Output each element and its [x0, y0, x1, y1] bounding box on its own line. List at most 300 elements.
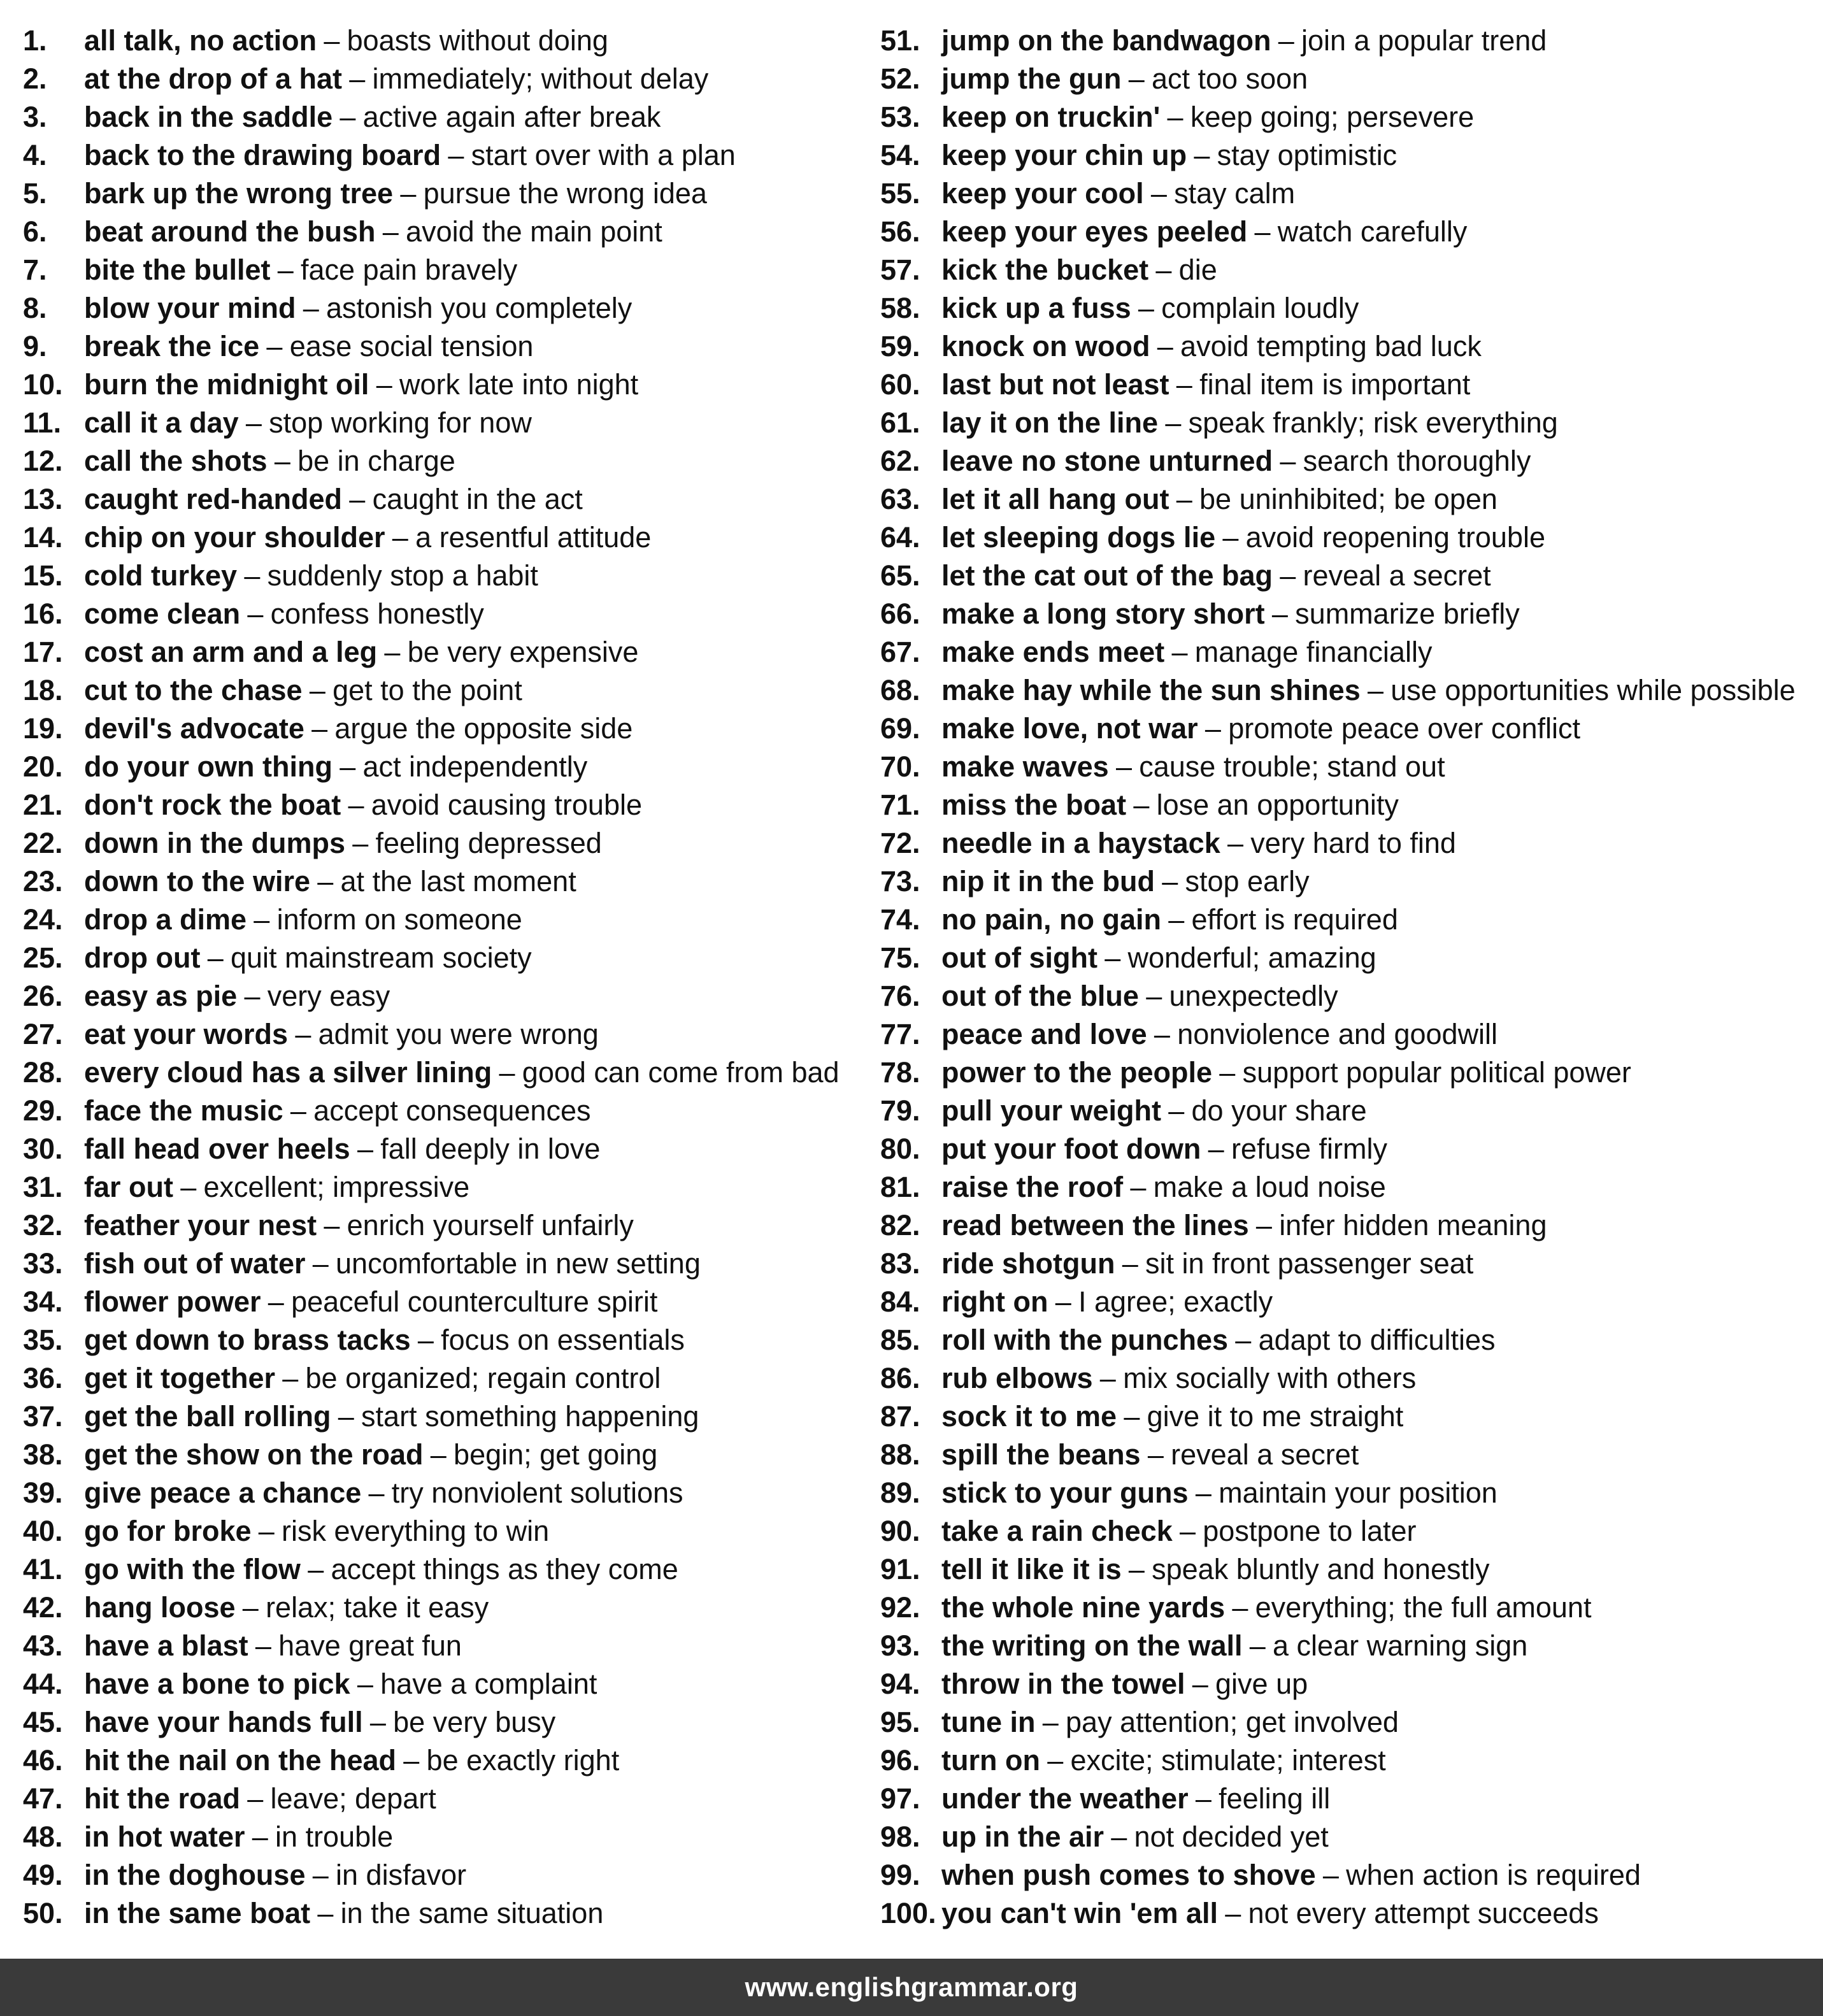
- idiom-entry: [880, 1359, 1817, 1398]
- idiom-separator: –: [1111, 1820, 1127, 1853]
- idiom-meaning: be exactly right: [426, 1744, 620, 1777]
- idiom-separator: –: [430, 1438, 447, 1471]
- idiom-separator: –: [1124, 1400, 1140, 1433]
- idiom-meaning: support popular political power: [1242, 1056, 1631, 1089]
- idiom-meaning: immediately; without delay: [372, 62, 709, 95]
- idiom-entry: [23, 327, 876, 366]
- idiom-number: 7.: [23, 254, 47, 286]
- idiom-number: 32.: [23, 1209, 63, 1241]
- idiom-meaning: be uninhibited; be open: [1199, 483, 1498, 515]
- idiom-meaning: infer hidden meaning: [1279, 1209, 1547, 1241]
- idiom-entry: [23, 175, 876, 213]
- idiom-term: face the music: [84, 1094, 283, 1127]
- idiom-entry: [880, 327, 1817, 366]
- idiom-entry: [880, 366, 1817, 404]
- idiom-term: nip it in the bud: [941, 865, 1155, 897]
- idiom-meaning: quit mainstream society: [230, 941, 532, 974]
- idiom-number: 60.: [880, 368, 920, 401]
- idiom-term: come clean: [84, 597, 241, 630]
- idiom-meaning: good can come from bad: [522, 1056, 840, 1089]
- idiom-meaning: very easy: [267, 980, 390, 1012]
- idiom-meaning: make a loud noise: [1153, 1171, 1386, 1203]
- idiom-term: call it a day: [84, 406, 239, 439]
- idiom-separator: –: [1232, 1591, 1248, 1624]
- idiom-meaning: start something happening: [361, 1400, 699, 1433]
- idiom-separator: –: [384, 636, 401, 668]
- idiom-term: in the doghouse: [84, 1859, 306, 1891]
- idiom-separator: –: [1147, 1438, 1164, 1471]
- idiom-meaning: in the same situation: [340, 1897, 604, 1929]
- idiom-number: 36.: [23, 1362, 63, 1394]
- idiom-term: go for broke: [84, 1515, 252, 1547]
- idiom-entry: [23, 404, 876, 442]
- idiom-separator: –: [309, 674, 325, 706]
- idiom-meaning: accept things as they come: [331, 1553, 678, 1585]
- idiom-number: 19.: [23, 712, 63, 745]
- idiom-separator: –: [245, 406, 262, 439]
- idiom-meaning: speak bluntly and honestly: [1152, 1553, 1490, 1585]
- idiom-separator: –: [317, 1897, 334, 1929]
- idiom-term: peace and love: [941, 1018, 1147, 1050]
- idiom-separator: –: [1128, 62, 1145, 95]
- idiom-entry: [23, 136, 876, 175]
- idiom-meaning: stop early: [1185, 865, 1310, 897]
- idiom-separator: –: [1122, 1247, 1138, 1280]
- idiom-separator: –: [311, 712, 328, 745]
- idiom-meaning: feeling ill: [1219, 1782, 1331, 1815]
- idiom-entry: [880, 1321, 1817, 1359]
- idiom-entry: [880, 1780, 1817, 1818]
- idiom-term: no pain, no gain: [941, 903, 1161, 936]
- idiom-term: fall head over heels: [84, 1133, 350, 1165]
- idiom-number: 83.: [880, 1247, 920, 1280]
- idiom-separator: –: [1225, 1897, 1241, 1929]
- idiom-number: 18.: [23, 674, 63, 706]
- idiom-separator: –: [340, 101, 356, 133]
- idiom-number: 45.: [23, 1706, 63, 1738]
- idiom-entry: [880, 862, 1817, 901]
- idiom-separator: –: [247, 1782, 264, 1815]
- idiom-meaning: unexpectedly: [1169, 980, 1338, 1012]
- idiom-entry: [880, 1245, 1817, 1283]
- idiom-term: make hay while the sun shines: [941, 674, 1361, 706]
- idiom-meaning: reveal a secret: [1303, 559, 1491, 592]
- idiom-separator: –: [382, 215, 399, 248]
- idiom-entry: [23, 557, 876, 595]
- idiom-number: 61.: [880, 406, 920, 439]
- idiom-entry: [23, 977, 876, 1015]
- idiom-term: cold turkey: [84, 559, 238, 592]
- idiom-term: get the show on the road: [84, 1438, 424, 1471]
- idiom-number: 39.: [23, 1476, 63, 1509]
- idiom-number: 81.: [880, 1171, 920, 1203]
- idiom-term: go with the flow: [84, 1553, 301, 1585]
- idiom-number: 34.: [23, 1285, 63, 1318]
- idiom-term: flower power: [84, 1285, 261, 1318]
- idiom-separator: –: [1171, 636, 1188, 668]
- idiom-entry: [23, 1130, 876, 1168]
- idiom-term: when push comes to shove: [941, 1859, 1316, 1891]
- idiom-number: 92.: [880, 1591, 920, 1624]
- idiom-term: feather your nest: [84, 1209, 317, 1241]
- idiom-separator: –: [1042, 1706, 1059, 1738]
- idiom-term: take a rain check: [941, 1515, 1173, 1547]
- idiom-entry: [23, 633, 876, 671]
- idiom-separator: –: [392, 521, 408, 554]
- idiom-number: 41.: [23, 1553, 63, 1585]
- idiom-term: fish out of water: [84, 1247, 306, 1280]
- idiom-term: sock it to me: [941, 1400, 1117, 1433]
- idiom-term: out of sight: [941, 941, 1097, 974]
- idiom-number: 29.: [23, 1094, 63, 1127]
- idiom-entry: [880, 557, 1817, 595]
- idiom-number: 51.: [880, 24, 920, 57]
- idiom-number: 44.: [23, 1668, 63, 1700]
- idiom-meaning: manage financially: [1194, 636, 1433, 668]
- idiom-entry: [880, 1894, 1817, 1933]
- idiom-meaning: avoid the main point: [406, 215, 662, 248]
- idiom-number: 84.: [880, 1285, 920, 1318]
- idiom-term: needle in a haystack: [941, 827, 1220, 859]
- idiom-separator: –: [357, 1668, 373, 1700]
- idiom-meaning: complain loudly: [1161, 292, 1359, 324]
- idiom-entry: [23, 1245, 876, 1283]
- idiom-entry: [23, 1512, 876, 1550]
- footer-url[interactable]: www.englishgrammar.org: [745, 1972, 1078, 2002]
- idiom-meaning: very hard to find: [1250, 827, 1456, 859]
- idiom-meaning: uncomfortable in new setting: [336, 1247, 701, 1280]
- idiom-term: kick up a fuss: [941, 292, 1131, 324]
- idiom-term: drop out: [84, 941, 201, 974]
- idiom-separator: –: [290, 1094, 306, 1127]
- idiom-number: 97.: [880, 1782, 920, 1815]
- idiom-number: 9.: [23, 330, 47, 362]
- idiom-entry: [23, 518, 876, 557]
- idiom-term: burn the midnight oil: [84, 368, 369, 401]
- idiom-entry: [880, 786, 1817, 824]
- idiom-entry: [880, 1398, 1817, 1436]
- idiom-separator: –: [1179, 1515, 1196, 1547]
- idiom-entry: [23, 289, 876, 327]
- idiom-meaning: in trouble: [275, 1820, 394, 1853]
- idiom-meaning: do your share: [1191, 1094, 1367, 1127]
- idiom-separator: –: [369, 1706, 386, 1738]
- idiom-separator: –: [1128, 1553, 1145, 1585]
- idiom-number: 2.: [23, 62, 47, 95]
- idiom-number: 22.: [23, 827, 63, 859]
- idiom-separator: –: [312, 1859, 329, 1891]
- idiom-number: 48.: [23, 1820, 63, 1853]
- idiom-entry: [23, 1283, 876, 1321]
- idiom-number: 70.: [880, 750, 920, 783]
- idiom-meaning: use opportunities while possible: [1390, 674, 1796, 706]
- idiom-term: do your own thing: [84, 750, 332, 783]
- idiom-number: 71.: [880, 789, 920, 821]
- idiom-entry: [23, 786, 876, 824]
- idiom-entry: [23, 595, 876, 633]
- idiom-meaning: not decided yet: [1134, 1820, 1329, 1853]
- idiom-meaning: at the last moment: [340, 865, 576, 897]
- idiom-separator: –: [268, 1285, 284, 1318]
- idiom-meaning: join a popular trend: [1301, 24, 1547, 57]
- idiom-entry: [23, 824, 876, 862]
- idiom-term: tune in: [941, 1706, 1036, 1738]
- idiom-entry: [880, 1550, 1817, 1589]
- idiom-number: 59.: [880, 330, 920, 362]
- idiom-entry: [23, 748, 876, 786]
- idiom-number: 64.: [880, 521, 920, 554]
- idiom-number: 85.: [880, 1324, 920, 1356]
- idiom-number: 54.: [880, 139, 920, 171]
- idiom-term: call the shots: [84, 445, 268, 477]
- idiom-separator: –: [1322, 1859, 1339, 1891]
- idiom-term: give peace a chance: [84, 1476, 362, 1509]
- idiom-meaning: stop working for now: [269, 406, 532, 439]
- idiom-number: 66.: [880, 597, 920, 630]
- idiom-meaning: a resentful attitude: [415, 521, 652, 554]
- idiom-number: 17.: [23, 636, 63, 668]
- idiom-meaning: reveal a secret: [1171, 1438, 1359, 1471]
- idiom-number: 90.: [880, 1515, 920, 1547]
- idiom-entry: [880, 824, 1817, 862]
- idiom-term: ride shotgun: [941, 1247, 1115, 1280]
- idiom-term: back in the saddle: [84, 101, 333, 133]
- idiom-entry: [880, 1818, 1817, 1856]
- idiom-meaning: risk everything to win: [282, 1515, 550, 1547]
- idiom-separator: –: [1280, 559, 1296, 592]
- idiom-entry: [880, 1589, 1817, 1627]
- idiom-term: down to the wire: [84, 865, 310, 897]
- idiom-separator: –: [1235, 1324, 1252, 1356]
- idiom-number: 24.: [23, 903, 63, 936]
- idiom-number: 93.: [880, 1629, 920, 1662]
- idiom-term: far out: [84, 1171, 173, 1203]
- idiom-separator: –: [255, 1629, 271, 1662]
- idiom-entry: [880, 1206, 1817, 1245]
- idiom-entry: [23, 1665, 876, 1703]
- idiom-number: 69.: [880, 712, 920, 745]
- idiom-separator: –: [308, 1553, 324, 1585]
- idiom-term: chip on your shoulder: [84, 521, 385, 554]
- idiom-meaning: active again after break: [362, 101, 661, 133]
- idiom-number: 6.: [23, 215, 47, 248]
- idiom-term: knock on wood: [941, 330, 1150, 362]
- idiom-entry: [23, 442, 876, 480]
- idiom-number: 56.: [880, 215, 920, 248]
- idiom-entry: [23, 1398, 876, 1436]
- idiom-term: hit the road: [84, 1782, 240, 1815]
- idiom-entry: [23, 671, 876, 710]
- idiom-entry: [880, 1856, 1817, 1894]
- idiom-meaning: be organized; regain control: [305, 1362, 661, 1394]
- idiom-meaning: adapt to difficulties: [1258, 1324, 1496, 1356]
- idiom-number: 52.: [880, 62, 920, 95]
- idiom-term: let the cat out of the bag: [941, 559, 1273, 592]
- idiom-meaning: have a complaint: [380, 1668, 597, 1700]
- idiom-meaning: refuse firmly: [1231, 1133, 1387, 1165]
- idiom-separator: –: [1138, 292, 1154, 324]
- idiom-separator: –: [1278, 24, 1294, 57]
- idiom-entry: [880, 1703, 1817, 1741]
- idiom-meaning: lose an opportunity: [1156, 789, 1399, 821]
- idiom-separator: –: [180, 1171, 197, 1203]
- idiom-entry: [880, 1168, 1817, 1206]
- idiom-term: don't rock the boat: [84, 789, 341, 821]
- idiom-separator: –: [1195, 1476, 1212, 1509]
- idiom-number: 65.: [880, 559, 920, 592]
- idiom-term: hit the nail on the head: [84, 1744, 397, 1777]
- idiom-entry: [23, 1206, 876, 1245]
- idiom-separator: –: [324, 1209, 340, 1241]
- idiom-term: miss the boat: [941, 789, 1127, 821]
- idiom-number: 4.: [23, 139, 47, 171]
- idiom-meaning: act independently: [362, 750, 588, 783]
- idiom-term: at the drop of a hat: [84, 62, 342, 95]
- idiom-separator: –: [1222, 521, 1239, 554]
- idiom-entry: [880, 480, 1817, 518]
- idiom-number: 11.: [23, 406, 62, 439]
- idiom-separator: –: [1280, 445, 1296, 477]
- idiom-separator: –: [1047, 1744, 1064, 1777]
- idiom-term: have your hands full: [84, 1706, 363, 1738]
- idiom-term: lay it on the line: [941, 406, 1159, 439]
- idiom-entry: [880, 1474, 1817, 1512]
- idiom-separator: –: [266, 330, 283, 362]
- idiom-number: 30.: [23, 1133, 63, 1165]
- idiom-meaning: work late into night: [399, 368, 639, 401]
- idiom-meaning: speak frankly; risk everything: [1188, 406, 1558, 439]
- idiom-term: put your foot down: [941, 1133, 1201, 1165]
- idiom-term: out of the blue: [941, 980, 1139, 1012]
- idiom-entry: [880, 901, 1817, 939]
- idiom-separator: –: [244, 559, 261, 592]
- idiom-meaning: relax; take it easy: [266, 1591, 489, 1624]
- idiom-entry: [23, 1436, 876, 1474]
- idiom-meaning: be in charge: [297, 445, 455, 477]
- idiom-entry: [880, 251, 1817, 289]
- idiom-separator: –: [448, 139, 464, 171]
- idiom-number: 82.: [880, 1209, 920, 1241]
- idiom-entry: [23, 22, 876, 60]
- idiom-number: 14.: [23, 521, 63, 554]
- idiom-separator: –: [338, 1400, 354, 1433]
- idiom-entry: [23, 1054, 876, 1092]
- idiom-separator: –: [242, 1591, 259, 1624]
- idiom-term: make waves: [941, 750, 1109, 783]
- idiom-meaning: avoid tempting bad luck: [1180, 330, 1482, 362]
- idiom-separator: –: [317, 865, 334, 897]
- idiom-number: 63.: [880, 483, 920, 515]
- idiom-separator: –: [1254, 215, 1271, 248]
- idiom-meaning: a clear warning sign: [1273, 1629, 1528, 1662]
- idiom-entry: [23, 1474, 876, 1512]
- idiom-meaning: suddenly stop a habit: [267, 559, 538, 592]
- idiom-meaning: argue the opposite side: [334, 712, 633, 745]
- idiom-meaning: stay calm: [1174, 177, 1296, 210]
- idiom-term: stick to your guns: [941, 1476, 1189, 1509]
- idiom-separator: –: [1130, 1171, 1147, 1203]
- idiom-separator: –: [324, 24, 340, 57]
- idiom-meaning: cause trouble; stand out: [1139, 750, 1445, 783]
- idiom-separator: –: [376, 368, 392, 401]
- idiom-meaning: keep going; persevere: [1190, 101, 1475, 133]
- idiom-number: 42.: [23, 1591, 63, 1624]
- idiom-meaning: accept consequences: [313, 1094, 591, 1127]
- idiom-term: down in the dumps: [84, 827, 345, 859]
- idiom-meaning: avoid causing trouble: [371, 789, 643, 821]
- idiom-term: beat around the bush: [84, 215, 376, 248]
- idiom-term: keep your cool: [941, 177, 1144, 210]
- idiom-entry: [23, 1550, 876, 1589]
- idiom-separator: –: [417, 1324, 434, 1356]
- idiom-term: let it all hang out: [941, 483, 1169, 515]
- idiom-separator: –: [1099, 1362, 1116, 1394]
- idiom-separator: –: [277, 254, 294, 286]
- idiom-term: kick the bucket: [941, 254, 1149, 286]
- idiom-entry: [23, 1627, 876, 1665]
- idiom-entry: [23, 1092, 876, 1130]
- idiom-separator: –: [499, 1056, 515, 1089]
- idiom-meaning: maintain your position: [1219, 1476, 1498, 1509]
- idiom-meaning: leave; depart: [270, 1782, 436, 1815]
- idiom-meaning: enrich yourself unfairly: [347, 1209, 634, 1241]
- idiom-number: 10.: [23, 368, 63, 401]
- idiom-number: 91.: [880, 1553, 920, 1585]
- idiom-separator: –: [207, 941, 224, 974]
- idiom-number: 12.: [23, 445, 63, 477]
- idiom-entry: [23, 1015, 876, 1054]
- idiom-entry: [23, 710, 876, 748]
- idiom-entry: [23, 1359, 876, 1398]
- idiom-number: 67.: [880, 636, 920, 668]
- idiom-entry: [23, 1818, 876, 1856]
- idiom-term: every cloud has a silver lining: [84, 1056, 492, 1089]
- idiom-term: keep on truckin': [941, 101, 1161, 133]
- idiom-separator: –: [1168, 903, 1185, 936]
- idiom-number: 23.: [23, 865, 63, 897]
- idiom-separator: –: [252, 1820, 268, 1853]
- idiom-term: in the same boat: [84, 1897, 311, 1929]
- idiom-term: jump on the bandwagon: [941, 24, 1271, 57]
- idiom-number: 94.: [880, 1668, 920, 1700]
- idiom-separator: –: [400, 177, 417, 210]
- idiom-number: 62.: [880, 445, 920, 477]
- idiom-entry: [880, 1054, 1817, 1092]
- idiom-number: 38.: [23, 1438, 63, 1471]
- idiom-term: let sleeping dogs lie: [941, 521, 1216, 554]
- idiom-separator: –: [348, 789, 364, 821]
- idiom-number: 77.: [880, 1018, 920, 1050]
- idiom-separator: –: [1176, 368, 1192, 401]
- idiom-list-left: [23, 22, 876, 1933]
- idiom-entry: [880, 748, 1817, 786]
- idiom-meaning: try nonviolent solutions: [391, 1476, 683, 1509]
- idiom-entry: [880, 939, 1817, 977]
- idiom-entry: [23, 901, 876, 939]
- idiom-number: 25.: [23, 941, 63, 974]
- idiom-separator: –: [1146, 980, 1162, 1012]
- idiom-meaning: avoid reopening trouble: [1245, 521, 1545, 554]
- idiom-number: 20.: [23, 750, 63, 783]
- idiom-number: 79.: [880, 1094, 920, 1127]
- idiom-separator: –: [1154, 1018, 1170, 1050]
- idiom-separator: –: [1194, 139, 1210, 171]
- idiom-number: 55.: [880, 177, 920, 210]
- idiom-number: 58.: [880, 292, 920, 324]
- idiom-number: 15.: [23, 559, 63, 592]
- idiom-entry: [23, 1321, 876, 1359]
- idiom-entry: [880, 98, 1817, 136]
